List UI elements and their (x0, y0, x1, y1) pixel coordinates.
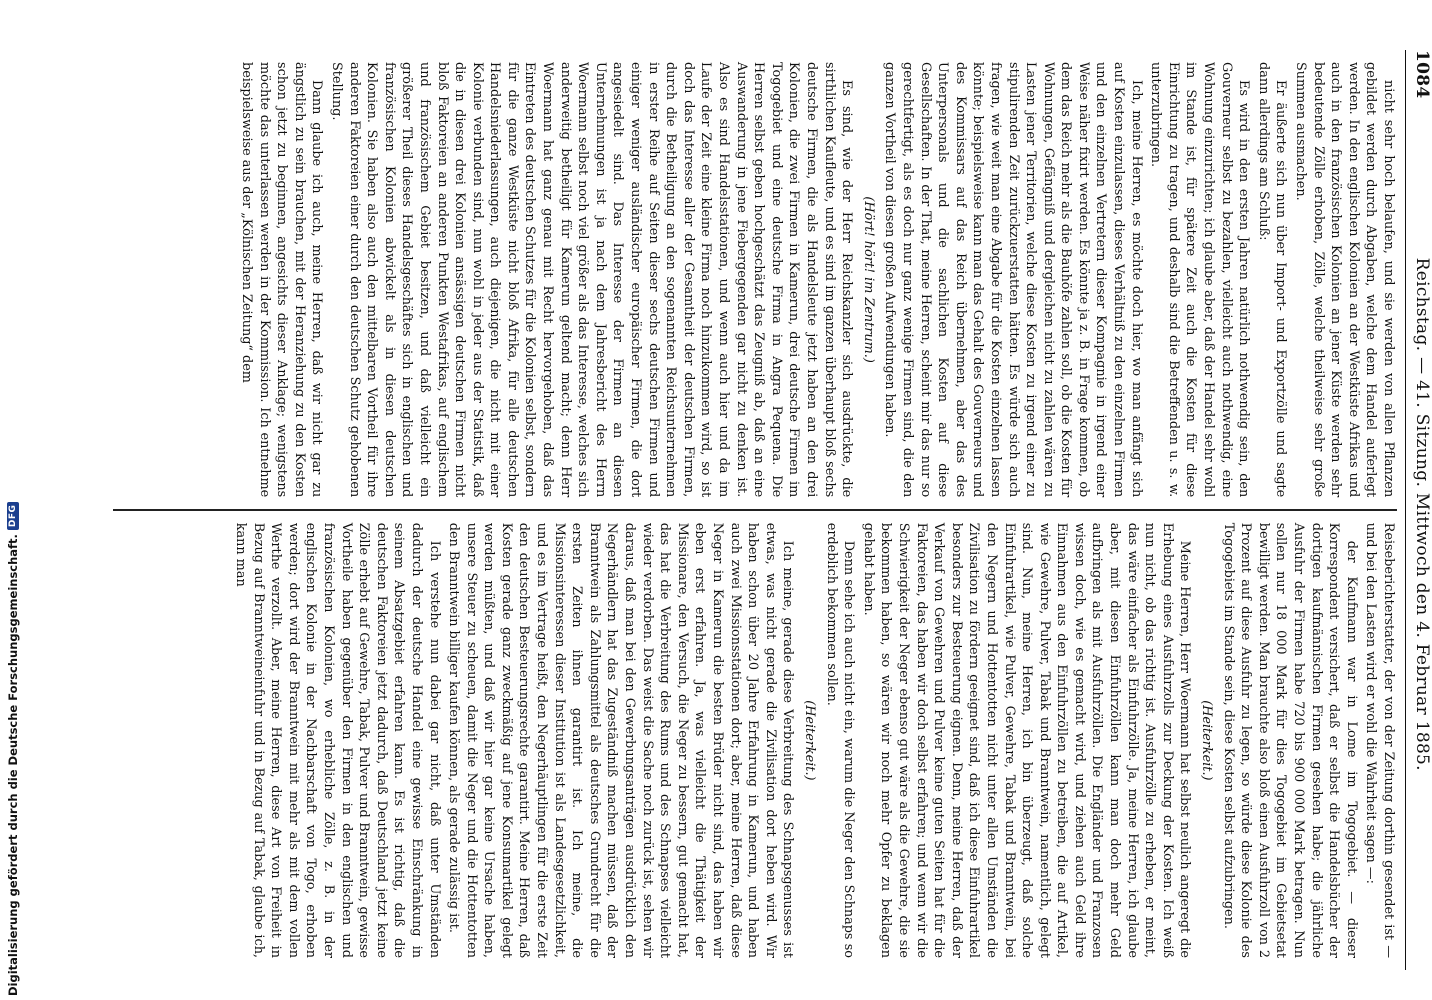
page-header (1405, 50, 1432, 970)
running-title: Reichstag. — 41. Sitzung. Mittwoch den 4. Februar 1885. (1412, 257, 1432, 771)
paragraph: Ich verstehe nun dabei gar nicht, daß unter Umständen dadurch der deutsche Handel eine gewisse Einschränkung in seinem Absatzgebiet erfahren kann. Es ist richtig, daß die deutschen Faktoreien jetzt dadurch, daß Deutschland jetzt keine Zölle erhebt auf Gewehre, Tabak, Pulver und Branntwein, gewisse Vortheile haben gegenüber den Firmen in den englischen und französischen Kolonien, wo erhebliche Zölle, z. B. in der englischen Kolonie in der Nachbarschaft von Togo, erhoben werden; dort wird der Branntwein mit mehr als mit dem vollen Werthe verzollt. Aber, meine Herren, diese Art von Freiheit in Bezug auf Branntweineinfuhr und in Bezug auf Tabak, glaube ich, kann man (233, 522, 442, 958)
newspaper-page (100, 40, 1432, 980)
rotated-page (100, 40, 1432, 980)
dfg-logo: DFG (7, 502, 19, 531)
interjection: (Heiterkeit.) (802, 700, 817, 781)
paragraph: der Kaufmann war in Lome im Togogebiet. — dieser Korrespondent versichert, daß er selbst die Handelsbücher der dortigen kaufmännischen Firmen gesehen habe; die jährliche Ausfuhr der Firmen habe 720 bis 900 000 Mark betragen. Nun sollen nur 18 000 Mark für dies Togogebiet im Gebietsetat bewilligt werden. Man brauchte also bloß einen Ausfuhrzoll von 2 Prozent auf diese Ausfuhr zu legen, so würde diese Kolonie des Togogebiets im Stande sein, diese Kosten selbst aufzubringen. (1220, 522, 1359, 958)
paragraph: Er äußerte sich nun über Import- und Exportzölle und sagte dann allerdings am Schluß: (1255, 62, 1289, 498)
right-column (113, 511, 1397, 970)
paragraph: nicht sehr hoch belaufen, und sie werden von allen Pflanzen gebildet werden durch Abgaben, welche dem Handel auferlegt werden. In den englischen Kolonien an der Westküste Afrikas und auch in den französischen Kolonien an jener Küste werden sehr bedeutende Zölle erhoben, Zölle, welche theilweise sehr große Summen ausmachen. (1293, 62, 1396, 498)
digitization-credit (4, 504, 22, 996)
page-number: 1084 (1412, 50, 1432, 99)
left-column (113, 50, 1397, 509)
paragraph: Es wird in den ersten Jahren natürlich nothwendig sein, den Gouverneur selbst zu bezahlen, vielleicht auch nothwendig, eine Wohnung einzurichten; ich glaube aber, daß der Handel sehr wohl im Stande ist, für spätere Zeit auch die Kosten für diese Einrichtung zu tragen, und deshalb sind die Betreffenden u. s. w. unterzubringen. (1148, 62, 1252, 498)
paragraph: Ich, meine Herren, es möchte doch hier, wo man anfängt sich auf Kosten einzulassen, dieses Verhältniß zu den einzelnen Firmen und den einzelnen Vertretern dieser Kompagnie in irgend einer Weise näher fixirt werden. Es könnte ja z. B. in Frage kommen, ob dem das Reich mehr als die Bauhöfe zahlen soll, ob die Kosten für Wohnungen, Gefängniß und dergleichen nicht zu zahlen wären zu Lasten jener Territorien, welche diese Kosten zu irgend einer zu stipulirenden Zeit zurückzuerstatten hätten. Es würde sich auch fragen, wie weit man eine Abgabe für die Kosten einzelnen lassen könnte; beispielsweise kann man das Gehalt des Gouverneurs und des Kommissars auf das Reich übernehmen, aber das des Unterpersonals und die sachlichen Kosten auf diese Gesellschaften. In der That, meine Herren, scheint mir das nur so gerechtfertigt, als es doch nur ganz wenige Firmen sind, die den ganzen Vortheil von diesen großen Aufwendungen haben. (882, 62, 1144, 498)
interjection: (Hört! hört! im Zentrum.) (860, 196, 876, 363)
credit-text: Digitalisierung gefördert durch die Deutsche Forschungsgemeinschaft. (6, 534, 20, 996)
paragraph: Reiseberichterstatter, der von der Zeitung dorthin gesendet ist — und bei den Lasten wird er wohl die Wahrheit sagen —: (1363, 522, 1396, 958)
interjection: (Heiterkeit.) (1199, 700, 1215, 781)
paragraph: Denn sehe ich auch nicht ein, warum die Neger den Schnaps so erdeblich bekommen sollen. (823, 522, 857, 958)
text-columns (113, 50, 1397, 970)
paragraph: Meine Herren, Herr Woermann hat selbst neulich angeregt die Erhebung eines Ausfuhrzolls zur Deckung der Kosten. Ich weiß nun nicht, ob das richtig ist. Ausfuhrzölle zu erheben, er meint, das wäre einfacher als Einfuhrzölle. Ja, meine Herren, ich glaube aber, mit diesen Einfuhrzöllen kann man doch mehr Geld aufbringen als mit Ausfuhrzöllen. Die Engländer und Franzosen wissen doch, wie es gemacht wird, und ziehen auch Geld ihre Einnahmen aus den Einfuhrzöllen zu betreiben, die auf Artikel, wie Gewehre, Pulver, Tabak und Branntwein, namentlich, gelegt sind. Nun, meine Herren, ich bin überzeugt, daß solche Einfuhrartikel, wie Pulver, Gewehre, Tabak und Branntwein, bei den Negern und Hottentotten nicht unter allen Umständen die Zivilisation zu fördern geeignet sind, daß ich diese Einfuhrartikel besonders zur Besteuerung eignen. Denn, meine Herren, daß der Verkauf von Gewehren und Pulver keine guten Seiten hat für die Faktoreien, das haben wir doch selbst erfahren; und wenn wir die Schwierigkeit der Neger ebenso gut wäre als die Gewehre, die sie bekommen haben, so wären wir noch mehr Opfer zu beklagen gehabt haben. (860, 522, 1193, 958)
paragraph: Es sind, wie der Herr Reichskanzler sich ausdrückte, die sirthlichen Kaufleute, und es sind im ganzen überhaupt bloß sechs deutsche Firmen, die als Handelsleute jetzt haben an den drei Kolonien, die zwei Firmen in Kamerun, drei deutsche Firmen im Togogebiet und eine deutsche Firma in Angra Pequena. Die Herren selbst geben hochgeschätzt das Zeugniß ab, daß an eine Auswanderung in jene Fiebergegenden gar nicht zu denken ist. Also es sind Handelsstationen, und wenn auch hier und da im Laufe der Zeit eine kleine Firma noch hinzukommen wird, so ist doch das Interesse aller der Gesamtheit der deutschen Firmen, durch die Betheiligung an den sogenannten Reichsunternehmen in erster Reihe auf Seiten dieser sechs deutschen Firmen und einiger weniger ausländischer europäischer Firmen, die dort angesiedelt sind. Das Interesse der Firmen an diesen Unternehmungen ist ja nach dem Jahresbericht des Herrn Woermann selbst noch viel größer als das Interesse, welches sich anderweitig betheiligt für Kamerun geltend macht; denn Herr Woermann hat ganz genau mit Recht hervorgehoben, daß das Eintreten des deutschen Schutzes für die Kolonien selbst, sondern für die ganze Westküste nicht bloß Afrika, für alle deutschen Handelsniederlassungen, auch diejenigen, die nicht mit einer Kolonie verbunden sind, nun wohl in jeder aus der Statistik, daß die in diesen drei Kolonien ansässigen deutschen Firmen nicht bloß Faktoreien an anderen Punkten Westafrikas, auf englischem und französischem Gebiet besitzen, und daß vielleicht ein größerer Theil dieses Handelsgeschäftes sich in englischen und französischen Kolonien abwickelt als in diesen deutschen Kolonien. Sie haben also auch den mittelbaren Vortheil für ihre anderen Faktoreien einer durch den deutschen Schutz gehobenen Stellung. (328, 62, 855, 498)
paragraph: Dann glaube ich auch, meine Herren, daß wir nicht gar zu ängstlich zu sein brauchen, mit der Heranziehung zu den Kosten schon jetzt zu beginnen, angesichts dieser Anklage; wenigstens möchte das unterlassen werden in der Kommission. Ich entnehme beispielsweise aus der „Kölnischen Zeitung“ dem (239, 62, 325, 498)
paragraph: Ich meine, gerade diese Verbreitung des Schnapsgenusses ist etwas, was nicht gerade die Zivilisation dort heben wird. Wir haben schon über 20 Jahre Erfahrung in Kamerun, und haben auch zwei Missionsstationen dort; aber, meine Herren, daß diese Neger in Kamerun die besten Brüder nicht sind, das haben wir eben erst erfahren. Ja, was vielleicht die Thätigkeit der Missionare, den Versuch, die Neger zu bessern, gut gemacht hat, das hat die Verbreitung des Rums und des Schnapses vielleicht wieder verdorben. Das weist die Sache noch zurück ist, sehen wir daraus, daß man bei den Gewerbungsanträgen ausdrücklich den Negerhändlern hat das Zugeständniß machen müssen, daß der Branntwein als Zahlungsmittel als deutsches Grundrecht für die ersten Zeiten ihnen garantirt ist. Ich meine, die Missionsinteressen dieser Institution ist als Landesgesetzlichkeit, und es im Vertrage heißt, den Negerhäuptlingen für die erste Zeit den deutschen Besteuerungsrechte garantirt. Meine Herren, daß Kosten gerade ganz zweckmäßig auf jene Konsumartikel gelegt werden müßten, und daß wir hier gar keine Ursache haben, unsere Steuer zu scheuen, damit die Neger und die Hottentotten den Branntwein billiger kaufen können, als gerade zulässig ist. (446, 522, 796, 958)
